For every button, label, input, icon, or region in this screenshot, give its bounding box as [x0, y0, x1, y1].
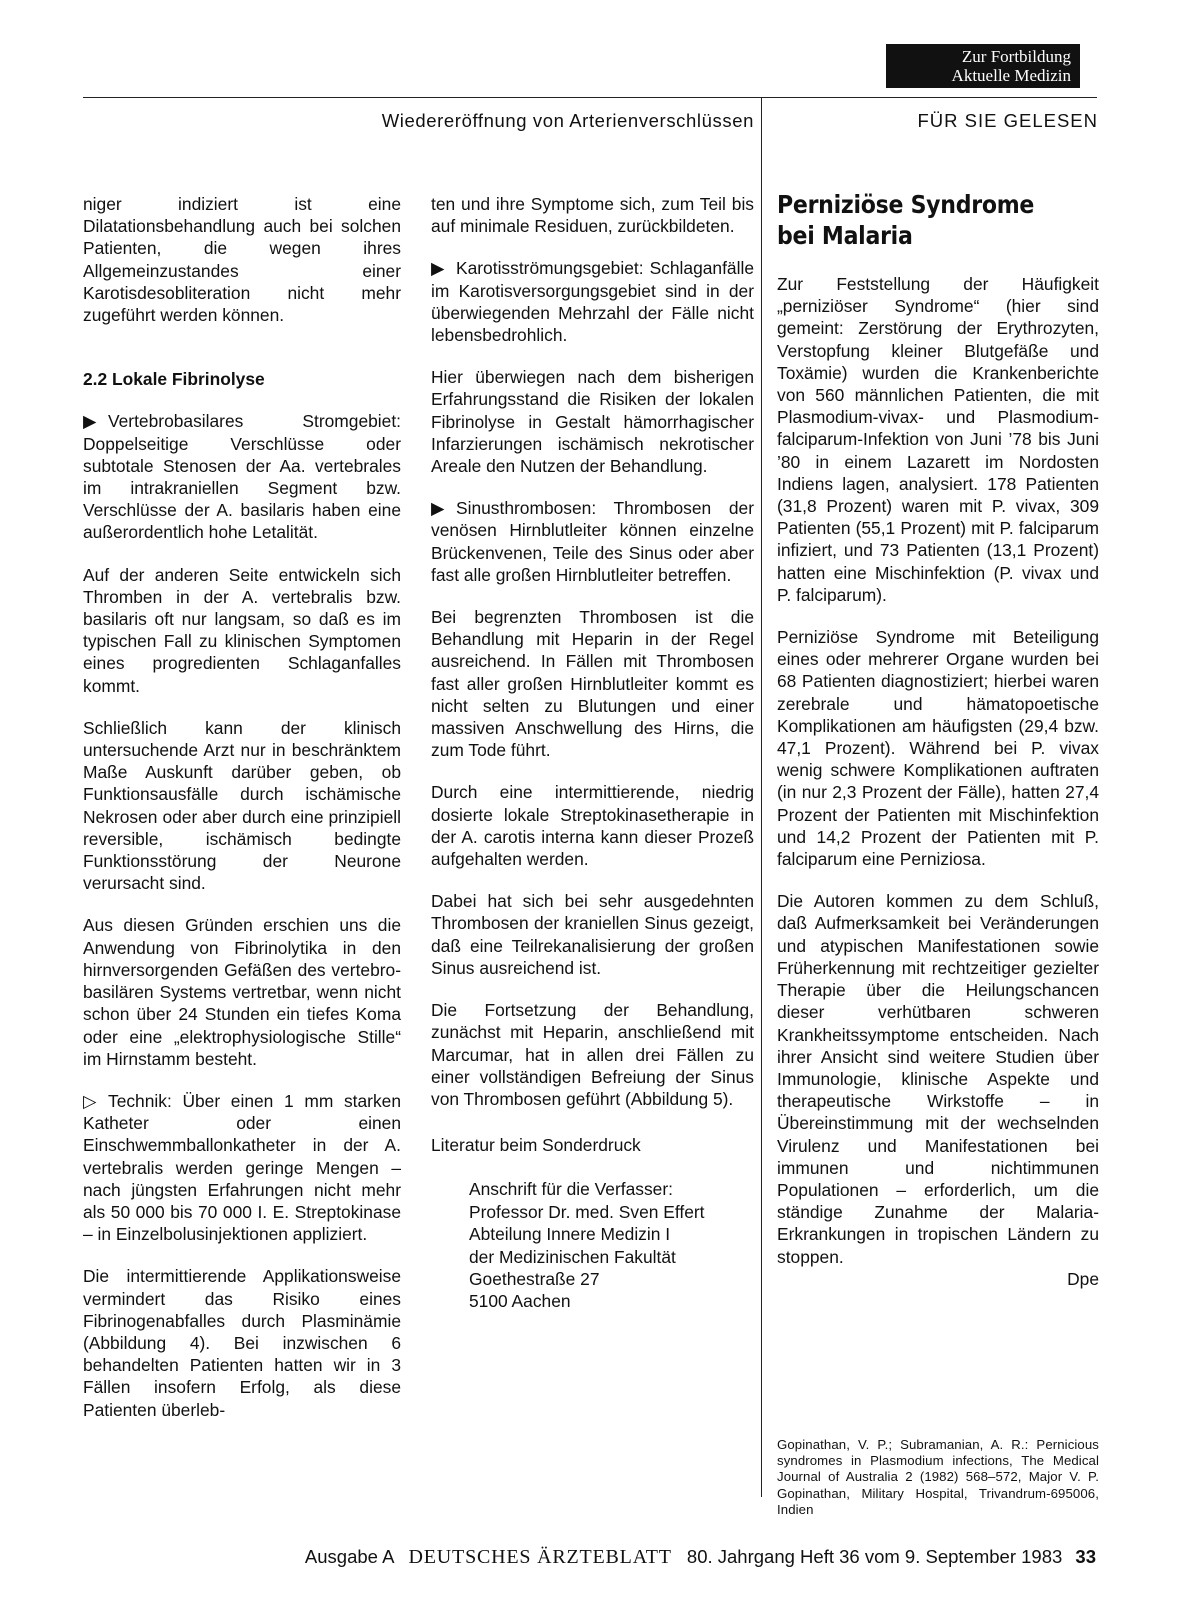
badge-line-2: Aktuelle Medizin — [951, 66, 1071, 85]
paragraph: Die Autoren kommen zu dem Schluß, daß Aufmerksamkeit bei Veränderungen und atypischen Manifestationen sowie Früherkennung mit rechtzeitiger gezielter Therapie über die Heilungschancen dieser verhütbaren schweren Krankheitssymptome entscheiden. Nach ihrer Ansicht sind weitere Studien über Immunologie, klinische Aspekte und therapeutische Wirkstoffe – in Übereinstimmung mit der wechselnden Virulenz und Manifestationen bei immunen und nichtimmunen Populationen – erforderlich, um die ständige Zunahme der Malaria-Erkrankungen in tropischen Ländern zu stoppen. Dpe — [777, 891, 1099, 1289]
paragraph: Dabei hat sich bei sehr ausgedehnten Thrombosen der kraniellen Sinus gezeigt, daß eine Teilrekanalisierung der großen Sinus ausreichend ist. — [431, 891, 754, 978]
article-column-3 — [777, 273, 1099, 1298]
author-initials: Dpe — [1067, 1268, 1099, 1289]
address-line: Goethestraße 27 — [469, 1268, 600, 1289]
running-header-right: FÜR SIE GELESEN — [917, 110, 1098, 131]
black-triangle-right-icon: ▶ — [431, 498, 445, 519]
address-line: Anschrift für die Verfasser: — [469, 1179, 673, 1200]
paragraph: ▶ Vertebrobasilares Stromgebiet: Doppelseitige Verschlüsse oder subtotale Stenosen der Aa. vertebrales im intrakraniellen Segment bzw. Verschlüsse der A. basilaris haben eine außerordentlich hohe Letalität. — [83, 411, 401, 543]
paragraph: Die intermittierende Applikationsweise vermindert das Risiko eines Fibrinogenabfalles durch Plasminämie (Abbildung 4). Bei inzwischen 6 behandelten Patienten hatten wir in 3 Fällen insofern Erfolg, als diese Patienten überleb- — [83, 1266, 401, 1420]
page-footer — [0, 1546, 1096, 1569]
paragraph: Auf der anderen Seite entwickeln sich Thromben in der A. vertebralis bzw. basilaris oft nur langsam, so daß es im typischen Fall zu klinischen Symptomen eines progredienten Schlaganfalles kommt. — [83, 564, 401, 696]
paragraph: Bei begrenzten Thrombosen ist die Behandlung mit Heparin in der Regel ausreichend. In Fällen mit Thrombosen fast aller großen Hirnblutleiter kommt es nicht selten zu Blutungen und einer massiven Anschwellung des Hirns, die zum Tode führt. — [431, 607, 754, 761]
address-line: Professor Dr. med. Sven Effert — [469, 1201, 705, 1222]
article-column-1 — [83, 193, 401, 1441]
paragraph: Die Fortsetzung der Behandlung, zunächst mit Heparin, anschließend mit Marcumar, hat in allen drei Fällen zu einer vollständigen Befreiung der Sinus von Thrombosen geführt (Abbildung 5). — [431, 1000, 754, 1109]
paragraph: ten und ihre Symptome sich, zum Teil bis auf minimale Residuen, zurückbildeten. — [431, 194, 754, 237]
open-triangle-right-icon: ▷ — [83, 1090, 97, 1111]
paragraph: ▶ Sinusthrombosen: Thrombosen der venösen Hirnblutleiter können einzelne Brückenvenen, Teile des Sinus oder aber fast alle großen Hirnblutleiter betreffen. — [431, 498, 754, 585]
literature-note: Literatur beim Sonderdruck — [431, 1135, 641, 1156]
paragraph: Zur Feststellung der Häufigkeit „perniziöser Syndrome“ (hier sind gemeint: Zerstörung der Erythrozyten, Verstopfung kleiner Blutgefäße und Toxämie) wurden die Krankenberichte von 560 männlichen Patienten, die mit Plasmodium-vivax- und Plasmodium-falciparum-Infektion von Juni ’78 bis Juni ’80 in einem Lazarett im Nordosten Indiens lagen, analysiert. 178 Patienten (31,8 Prozent) waren mit P. vivax, 309 Patienten (55,1 Prozent) mit P. falciparum infiziert, und 73 Patienten (13,1 Prozent) hatten eine Mischinfektion (P. vivax und P. falciparum). — [777, 274, 1099, 605]
signoff-row — [777, 1268, 1099, 1290]
address-line: Abteilung Innere Medizin I — [469, 1224, 671, 1245]
column-divider — [761, 97, 762, 1497]
author-address — [469, 1178, 754, 1312]
section-heading: 2.2 Lokale Fibrinolyse — [83, 369, 265, 390]
badge-line-1: Zur Fortbildung — [961, 47, 1071, 66]
section-badge — [886, 44, 1080, 88]
header-rule — [83, 97, 1097, 98]
running-header-left: Wiedereröffnung von Arterienverschlüssen — [381, 110, 754, 131]
edition-label: Ausgabe A — [304, 1546, 394, 1567]
paragraph: Aus diesen Gründen erschien uns die Anwendung von Fibrinolytika in den hirnversorgenden Gefäßen des vertebro-basilären Systems vertretbar, wenn nicht schon über 24 Stunden ein tiefes Koma oder eine „elektrophysiologische Stille“ im Hirnstamm besteht. — [83, 915, 401, 1069]
address-line: der Medizinischen Fakultät — [469, 1246, 676, 1267]
paragraph: ▶ Karotisströmungsgebiet: Schlaganfälle im Karotisversorgungsgebiet sind in der überwiegenden Mehrzahl der Fälle nicht lebensbedrohlich. — [431, 258, 754, 346]
issue-info: 80. Jahrgang Heft 36 vom 9. September 1983 — [686, 1546, 1063, 1567]
article-column-2 — [431, 193, 754, 1313]
paragraph: niger indiziert ist eine Dilatationsbehandlung auch bei solchen Patienten, die wegen ihres Allgemeinzustandes einer Karotisdesobliteration nicht mehr zugeführt werden können. — [83, 194, 401, 326]
address-line: 5100 Aachen — [469, 1291, 571, 1312]
article-title: Perniziöse Syndrome bei Malaria — [777, 190, 1035, 250]
paragraph: Durch eine intermittierende, niedrig dosierte lokale Streptokinasetherapie in der A. carotis interna kann dieser Prozeß aufgehalten werden. — [431, 782, 754, 870]
black-triangle-right-icon: ▶ — [83, 411, 97, 432]
journal-name: DEUTSCHES ÄRZTEBLATT — [408, 1546, 672, 1568]
page-number: 33 — [1075, 1546, 1096, 1567]
source-citation: Gopinathan, V. P.; Subramanian, A. R.: Pernicious syndromes in Plasmodium infections, The Medical Journal of Australia 2 (1982) 568–572, Major V. P. Gopinathan, Military Hospital, Trivandrum-695006, Indien — [777, 1437, 1099, 1517]
paragraph: Schließlich kann der klinisch untersuchende Arzt nur in beschränktem Maße Auskunft darüber geben, ob Funktionsausfälle durch ischämische Nekrosen oder aber durch eine prinzipiell reversible, ischämisch bedingte Funktionsstörung der Neurone verursacht sind. — [83, 717, 401, 894]
paragraph: Perniziöse Syndrome mit Beteiligung eines oder mehrerer Organe wurden bei 68 Patienten diagnostiziert; hierbei waren zerebrale und hämatopoetische Komplikationen am häufigsten (29,4 bzw. 47,1 Prozent). Während bei P. vivax wenig schwere Komplikationen auftraten (in nur 2,3 Prozent der Fälle), hatten 27,4 Prozent der Patienten mit Mischinfektion und 14,2 Prozent der Patienten mit P. falciparum eine Perniziosa. — [777, 627, 1099, 870]
paragraph: Hier überwiegen nach dem bisherigen Erfahrungsstand die Risiken der lokalen Fibrinolyse in Gestalt hämorrhagischer Infarzierungen ischämisch nekrotischer Areale den Nutzen der Behandlung. — [431, 367, 754, 477]
paragraph: ▷ Technik: Über einen 1 mm starken Katheter oder einen Einschwemmballonkatheter in der A. vertebralis werden geringe Mengen – nach jüngsten Erfahrungen nicht mehr als 50 000 bis 70 000 I. E. Streptokinase – in Einzelbolusinjektionen appliziert. — [83, 1090, 401, 1245]
black-triangle-right-icon: ▶ — [431, 258, 445, 279]
